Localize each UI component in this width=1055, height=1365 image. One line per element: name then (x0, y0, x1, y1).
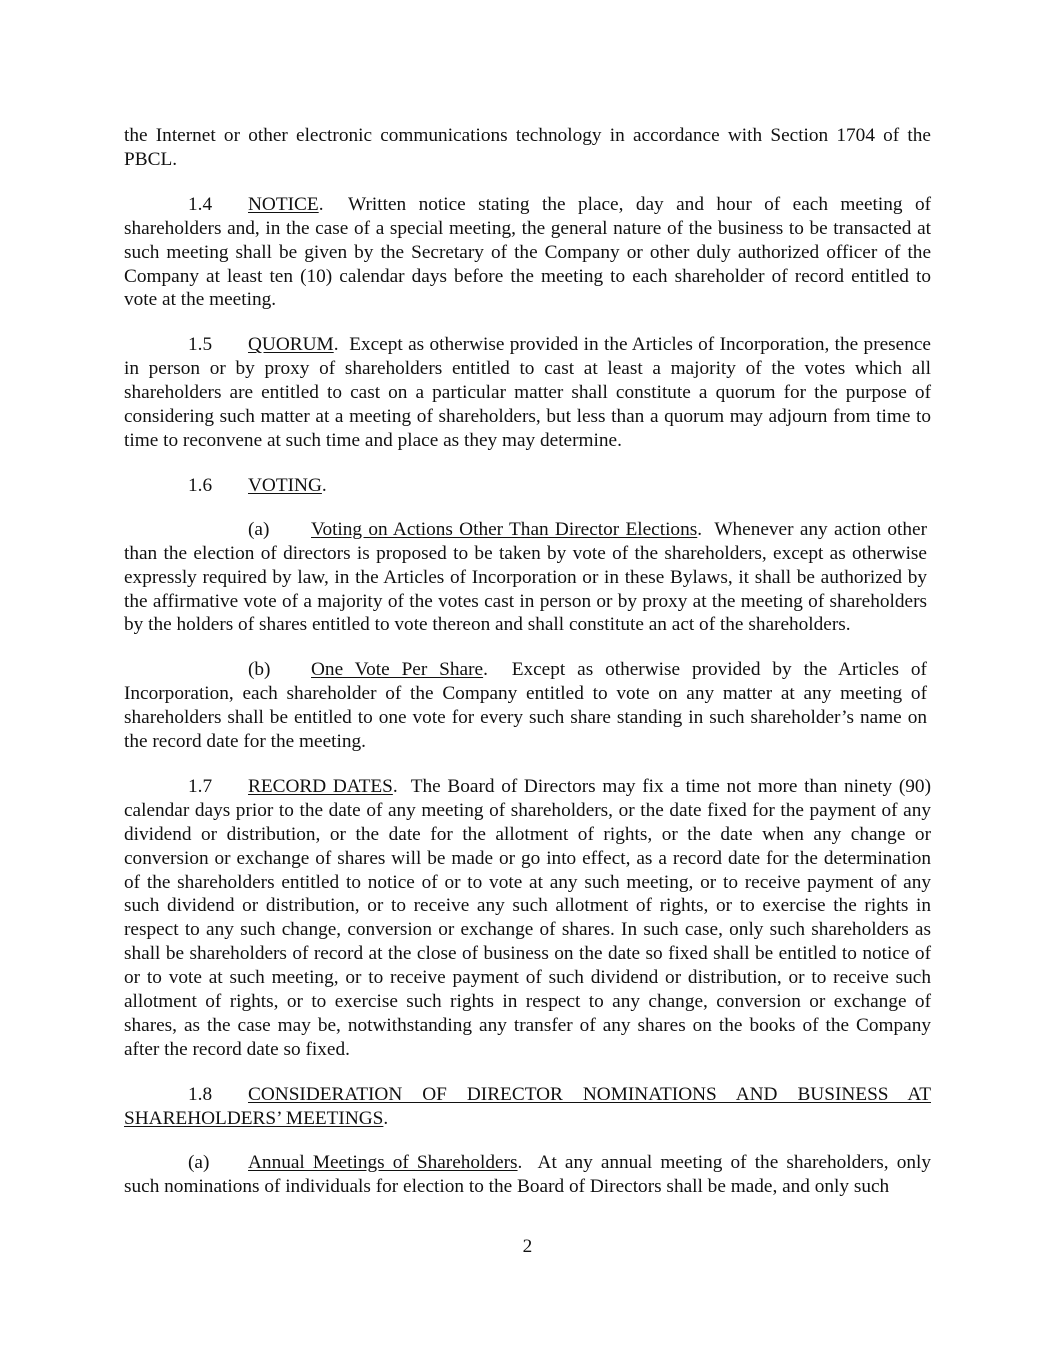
section-heading: RECORD DATES (248, 775, 393, 797)
section-text: Except as otherwise provided in the Articles of Incorporation, the presence in person or by proxy of shareholders entitled to cast at least a majority of the votes which all shareholders are entitled to cast on a particular matter shall constitute a quorum for the purpose of considering such matter at a meeting of shareholders, but less than a quorum may adjourn from time to time to reconvene at such time and place as they may determine. (124, 334, 931, 451)
subsection-text: Whenever any action other than the election of directors is proposed to be taken by vote of the shareholders, except as otherwise expressly required by law, in the Articles of Incorporation or in these Bylaws, it shall be authorized by the affirmative vote of a majority of the votes cast in person or by proxy at the meeting of shareholders by the holders of shares entitled to vote thereon and shall constitute an act of the shareholders. (124, 518, 927, 636)
section-heading: VOTING (248, 474, 322, 496)
section-heading: QUORUM (248, 334, 334, 356)
subsection-heading: One Vote Per Share (311, 659, 484, 681)
subsection-label: (b) (248, 659, 271, 681)
section-1-8: 1.8 CONSIDERATION OF DIRECTOR NOMINATIONS AND BUSINESS AT SHAREHOLDERS’ MEETINGS. (124, 1083, 931, 1129)
subsection-text: At any annual meeting of the shareholders, only such nominations of individuals for election to the Board of Directors shall be made, and only such (124, 1151, 931, 1197)
section-text: The Board of Directors may fix a time not more than ninety (90) calendar days prior to the date of any meeting of shareholders, or the date fixed for the payment of any dividend or distribution, or the date for the allotment of rights, or the date when any change or conversion or exchange of shares will be made or go into effect, as a record date for the determination of the shareholders entitled to notice of or to vote at any such meeting, or to receive payment of any such dividend or distribution, or to receive any such allotment of rights, or to exercise the rights in respect to any such change, conversion or exchange of shares. In such case, only such shareholders as shall be shareholders of record at the close of business on the date so fixed shall be entitled to notice of or to vote at such meeting, or to receive payment of such dividend or distribution, or to receive such allotment of rights, or to exercise such rights in respect to any change, conversion or exchange of shares, as the case may be, notwithstanding any transfer of any shares on the books of the Company after the record date so fixed. (124, 775, 931, 1060)
subsection-heading: Voting on Actions Other Than Director Elections (311, 518, 698, 540)
section-heading: CONSIDERATION OF DIRECTOR NOMINATIONS AND BUSINESS AT SHAREHOLDERS’ MEETINGS (124, 1083, 931, 1129)
section-text: Written notice stating the place, day and hour of each meeting of shareholders and, in the case of a special meeting, the general nature of the business to be transacted at such meeting shall be given by the Secretary of the Company or other duly authorized officer of the Company at least ten (10) calendar days before the meeting to each shareholder of record entitled to vote at the meeting. (124, 193, 931, 311)
section-number: 1.8 (188, 1083, 213, 1105)
section-number: 1.7 (188, 775, 213, 797)
subsection-label: (a) (188, 1151, 210, 1173)
section-number: 1.6 (188, 474, 213, 496)
section-1-4: 1.4 NOTICE. Written notice stating the place, day and hour of each meeting of shareholders and, in the case of a special meeting, the general nature of the business to be transacted at such meeting shall be given by the Secretary of the Company or other duly authorized officer of the Company at least ten (10) calendar days before the meeting to each shareholder of record entitled to vote at the meeting. (124, 193, 931, 311)
section-number: 1.4 (188, 193, 213, 215)
section-number: 1.5 (188, 334, 213, 356)
subsection-1-6-a: (a) Voting on Actions Other Than Director Elections. Whenever any action other than the election of directors is proposed to be taken by vote of the shareholders, except as otherwise expressly required by law, in the Articles of Incorporation or in these Bylaws, it shall be authorized by the affirmative vote of a majority of the votes cast in person or by proxy at the meeting of shareholders by the holders of shares entitled to vote thereon and shall constitute an act of the shareholders. (124, 518, 927, 636)
subsection-1-8-a: (a) Annual Meetings of Shareholders. At any annual meeting of the shareholders, only such nominations of individuals for election to the Board of Directors shall be made, and only such (124, 1151, 931, 1197)
section-1-6: 1.6 VOTING. (124, 474, 931, 498)
subsection-text: Except as otherwise provided by the Articles of Incorporation, each shareholder of the Company entitled to vote on any matter at any meeting of shareholders shall be entitled to one vote for every such share standing in such shareholder’s name on the record date for the meeting. (124, 659, 927, 753)
section-1-7: 1.7 RECORD DATES. The Board of Directors may fix a time not more than ninety (90) calendar days prior to the date of any meeting of shareholders, or the date fixed for the payment of any dividend or distribution, or the date for the allotment of rights, or the date when any change or conversion or exchange of shares will be made or go into effect, as a record date for the determination of the shareholders entitled to notice of or to vote at any such meeting, or to receive payment of any such dividend or distribution, or to receive any such allotment of rights, or to exercise the rights in respect to any such change, conversion or exchange of shares. In such case, only such shareholders as shall be shareholders of record at the close of business on the date so fixed shall be entitled to notice of or to vote at such meeting, or to receive payment of such dividend or distribution, or to receive such allotment of rights, or to exercise such rights in respect to any change, conversion or exchange of shares, as the case may be, notwithstanding any transfer of any shares on the books of the Company after the record date so fixed. (124, 775, 931, 1060)
section-1-5: 1.5 QUORUM. Except as otherwise provided in the Articles of Incorporation, the presence in person or by proxy of shareholders entitled to cast at least a majority of the votes which all shareholders are entitled to cast on a particular matter shall constitute a quorum for the purpose of considering such matter at a meeting of shareholders, but less than a quorum may adjourn from time to time to reconvene at such time and place as they may determine. (124, 334, 931, 451)
document-page (124, 124, 931, 1198)
subsection-1-6-b: (b) One Vote Per Share. Except as otherwise provided by the Articles of Incorporation, each shareholder of the Company entitled to vote on any matter at any meeting of shareholders shall be entitled to one vote for every such share standing in such shareholder’s name on the record date for the meeting. (124, 659, 927, 753)
section-heading: NOTICE (248, 193, 319, 215)
subsection-heading: Annual Meetings of Shareholders (248, 1151, 518, 1173)
carryover-paragraph: the Internet or other electronic communications technology in accordance with Section 1704 of the PBCL. (124, 125, 931, 170)
page-number: 2 (522, 1236, 533, 1257)
subsection-label: (a) (248, 518, 270, 540)
